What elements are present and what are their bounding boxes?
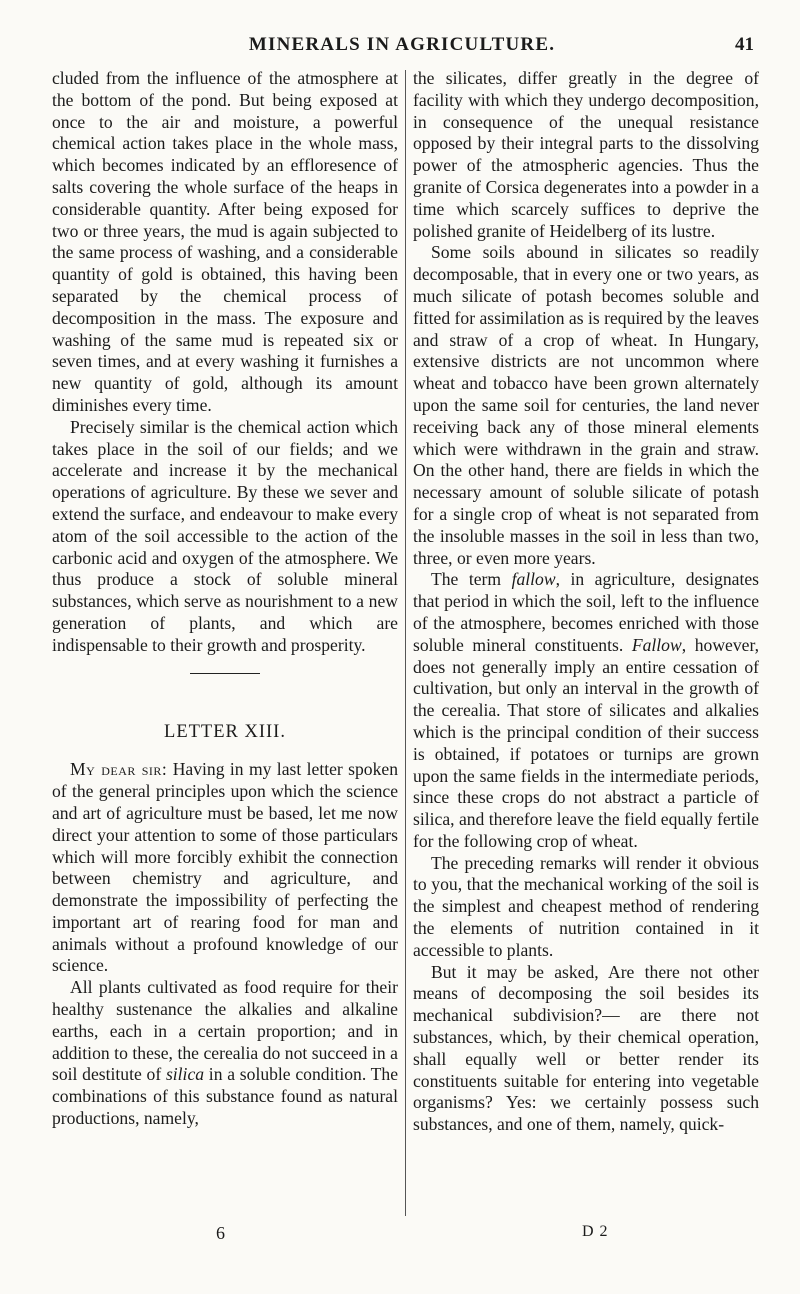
paragraph-text: Having in my last letter spoken of the general principles upon which the science and art of agriculture must be based, let me now direct your attention to some of those particulars which will more forcibly exhibit the connection between chemistry and agriculture, and demonstrate the impossibility of perfecting the important art of rearing food for man and animals without a profound knowledge of our science. <box>52 759 398 976</box>
emphasis: Fallow <box>631 634 682 655</box>
section-divider <box>190 673 260 674</box>
page-number: 41 <box>735 34 754 55</box>
emphasis: fallow <box>511 569 556 590</box>
paragraph <box>413 569 759 852</box>
letter-heading: LETTER XIII. <box>164 721 286 742</box>
salutation: My dear sir: <box>70 759 168 780</box>
paragraph <box>52 977 398 1130</box>
signature-mark: D 2 <box>582 1223 609 1240</box>
paragraph: Precisely similar is the chemical action which takes place in the soil of our fields; and we accelerate and increase it by the mechanical operations of agriculture. By these we sever and extend the surface, and endeavour to make every atom of the soil accessible to the action of the carbonic acid and oxygen of the atmosphere. We thus produce a stock of soluble mineral substances, which serve as nourishment to a new generation of plants, and which are indispensable to their growth and prosperity. <box>52 416 398 655</box>
paragraph: But it may be asked, Are there not other means of decomposing the soil besides its mechanical subdivision?— are there not substances, which, by their chemical operation, shall equally well or better render its constituents suitable for entering into vegetable organisms? Yes: we certainly possess such substances, and one of them, namely, quick- <box>413 961 759 1135</box>
signature-mark: 6 <box>216 1223 225 1243</box>
left-column <box>52 68 398 1130</box>
paragraph: Some soils abound in silicates so readily decomposable, that in every one or two years, as much silicate of potash becomes soluble and fitted for assimilation as is required by the leaves and straw of a crop of wheat. In Hungary, extensive districts are not uncommon where wheat and tobacco have been grown alternately upon the same soil for centuries, the land never receiving back any of those mineral elements which were withdrawn in the grain and straw. On the other hand, there are fields in which the necessary amount of soluble silicate of potash for a single crop of wheat is not separated from the insoluble masses in the soil in less than two, three, or even more years. <box>413 242 759 568</box>
paragraph: The preceding remarks will render it obvious to you, that the mechanical working of the soil is the simplest and cheapest method of rendering the elements of nutrition contained in it accessible to plants. <box>413 852 759 960</box>
paragraph-text: , however, does not generally imply an entire cessation of cultivation, but only an interval in the growth of the cerealia. That store of silicates and alkalies which is the principal condition of their success is obtained, if potatoes or turnips are grown upon the same fields in the intermediate periods, since these crops do not abstract a particle of silica, and therefore leave the field equally fertile for the following crop of wheat. <box>413 634 759 851</box>
paragraph-text: All plants cultivated as food require for their healthy sustenance the alkalies and alkaline earths, each in a certain proportion; and in addition to these, the cerealia do not succeed in a soil destitute of <box>52 977 398 1085</box>
paragraph-text: The term <box>431 569 512 590</box>
paragraph: the silicates, differ greatly in the degree of facility with which they undergo decomposition, in consequence of the unequal resistance opposed by their integral parts to the dissolving power of the atmospheric agencies. Thus the granite of Corsica degenerates into a powder in a time which scarcely suffices to deprive the polished granite of Heidelberg of its lustre. <box>413 68 759 241</box>
paragraph-text: , in agriculture, designates that period in which the soil, left to the influence of the atmosphere, becomes enriched with those soluble mineral constituents. <box>413 569 760 655</box>
paragraph: cluded from the influence of the atmosphere at the bottom of the pond. But being exposed at once to the air and moisture, a powerful chemical action takes place in the whole mass, which becomes indicated by an effloresence of salts covering the whole surface of the heaps in considerable quantity. After being exposed for two or three years, the mud is again subjected to the same process of washing, and a considerable quantity of gold is obtained, this having been separated by the chemical process of decomposition in the mass. The exposure and washing of the same mud is repeated six or seven times, and at every washing it furnishes a new quantity of gold, although its amount diminishes every time. <box>52 68 398 415</box>
emphasis: silica <box>165 1064 205 1085</box>
running-title: MINERALS IN AGRICULTURE. <box>248 34 556 55</box>
paragraph <box>52 759 398 977</box>
page-header <box>50 34 754 58</box>
paragraph-text: in a soluble condition. The combinations of this substance found as natural productions, namely, <box>52 1064 399 1129</box>
column-divider <box>405 70 406 1216</box>
right-column <box>413 68 759 1136</box>
